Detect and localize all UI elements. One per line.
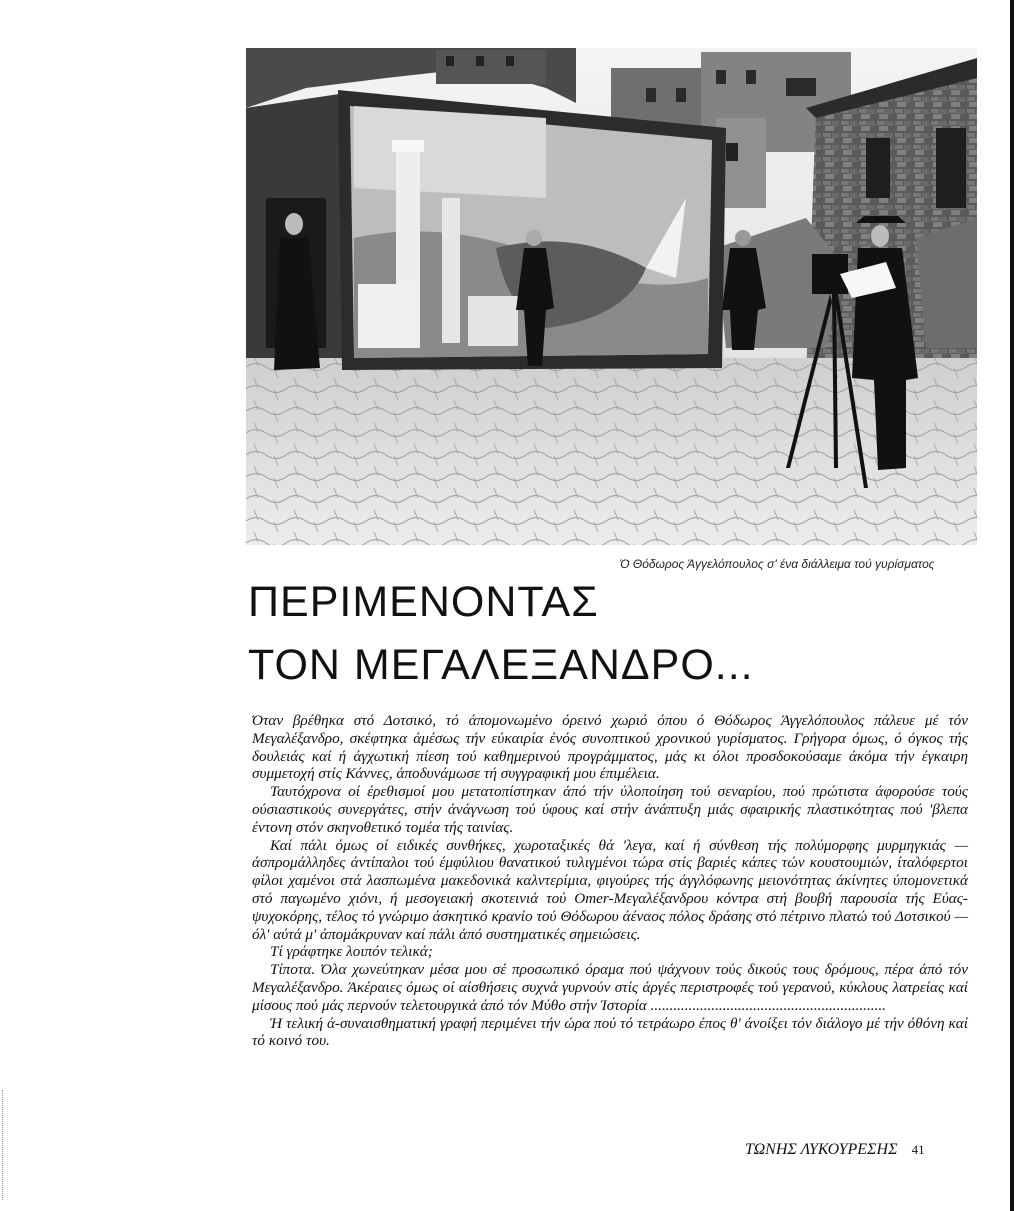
scan-margin-marks	[2, 1090, 13, 1200]
page-number: 41	[911, 1142, 925, 1157]
author-name: ΤΩΝΗΣ ΛΥΚΟΥΡΕΣΗΣ	[745, 1141, 898, 1158]
page-edge-rule	[1010, 0, 1014, 1211]
paragraph-2: Ταυτόχρονα οί έρεθισμοί μου μετατοπίστηκαν άπό τήν ύλοποίηση τού σεναρίου, πού πρώτιστα άφορούσε τούς ούσιαστικούς συνεργάτες, στήν άνάγνωση τού ύφους καί στήν άνάπτυξη μιάς σφαιρικής πλαστικότητας πού 'βλεπα έντονη στόν σκηνοθετικό τομέα τής ταινίας.	[252, 783, 968, 836]
film-set-photograph	[246, 48, 977, 545]
paragraph-3: Καί πάλι όμως οί ειδικές συνθήκες, χωροταξικές θά 'λεγα, καί ή σύνθεση τής πολύμορφης μυρμηγκιάς — άσπρομάλληδες άντίπαλοι τού έμφύλιου θανατικού τυλιγμένοι τώρα στίς βαριές κάπες τών κουστουμιών, ίταλόφερτοι φίλοι χαμένοι στά λασπωμένα μακεδονικά καλντερίμια, φιγούρες τής άγγλόφωνης μειονότητας άκίνητες ύπομονετικά στό παγωμένο χιόνι, ή μεσογειακή σκοτεινιά τού Omer-Μεγαλέξανδρου κόντρα στή βουβή παρουσία τής Εύας-ψυχοκόρης, τέλος τό γνώριμο άσκητικό κρανίο τού Θόδωρου άέναος πόλος δράσης στό πέτρινο πλατώ τού Δοτσικού — όλ' αύτά μ' άπομάκρυναν καί πάλι άπό συστηματικές σημειώσεις.	[252, 836, 968, 943]
byline	[745, 1141, 995, 1159]
photograph-icon	[246, 48, 977, 545]
article-title-line-1: ΠΕΡΙΜΕΝΟΝΤΑΣ	[248, 578, 599, 626]
paragraph-4: Τί γράφτηκε λοιπόν τελικά;	[270, 943, 433, 961]
paragraph-1: Όταν βρέθηκα στό Δοτσικό, τό άπομονωμένο όρεινό χωριό όπου ό Θόδωρος Άγγελόπουλος πάλευε μέ τόν Μεγαλέξανδρο, σκέφτηκα άμέσως τήν εύκαιρία ένός συνοπτικού χρονικού γυρίσματος. Γρήγορα όμως, ό όγκος τής δουλειάς καί ή άγχωτική πίεση τού καθημερινού προγράμματος, μάς κι όλοι προσδοκούσαμε άκόμα τήν έγκαιρη συμμετοχή στίς Κάννες, άποδυνάμωσε τή συγγραφική μου έπιμέλεια.	[252, 712, 968, 783]
photo-caption: Ό Θόδωρος Άγγελόπουλος σ' ένα διάλλειμα τού γυρίσματος	[620, 557, 935, 571]
article-title-line-2: ΤΟΝ ΜΕΓΑΛΕΞΑΝΔΡΟ...	[248, 641, 754, 689]
article-body	[252, 712, 968, 1050]
paragraph-6: Ή τελική ά-συναισθηματική γραφή περιμένει τήν ώρα πού τό τετράωρο έπος θ' άνοίξει τόν διάλογο μέ τήν όθόνη καί τό κοινό του.	[252, 1014, 968, 1050]
paragraph-5: Τίποτα. Όλα χωνεύτηκαν μέσα μου σέ προσωπικό όραμα πού ψάχνουν τούς δικούς τους δρόμους, πέρα άπό τόν Μεγαλέξανδρο. Άκέραιες όμως οί αίσθήσεις συχνά γυρνούν στίς άργές περιστροφές τού γερανού, κύκλους λατρείας καί μίσους πού μάς περνούν τελετουργικά άπό τόν Μύθο στήν Ίστορία ..............................................................	[252, 961, 968, 1014]
